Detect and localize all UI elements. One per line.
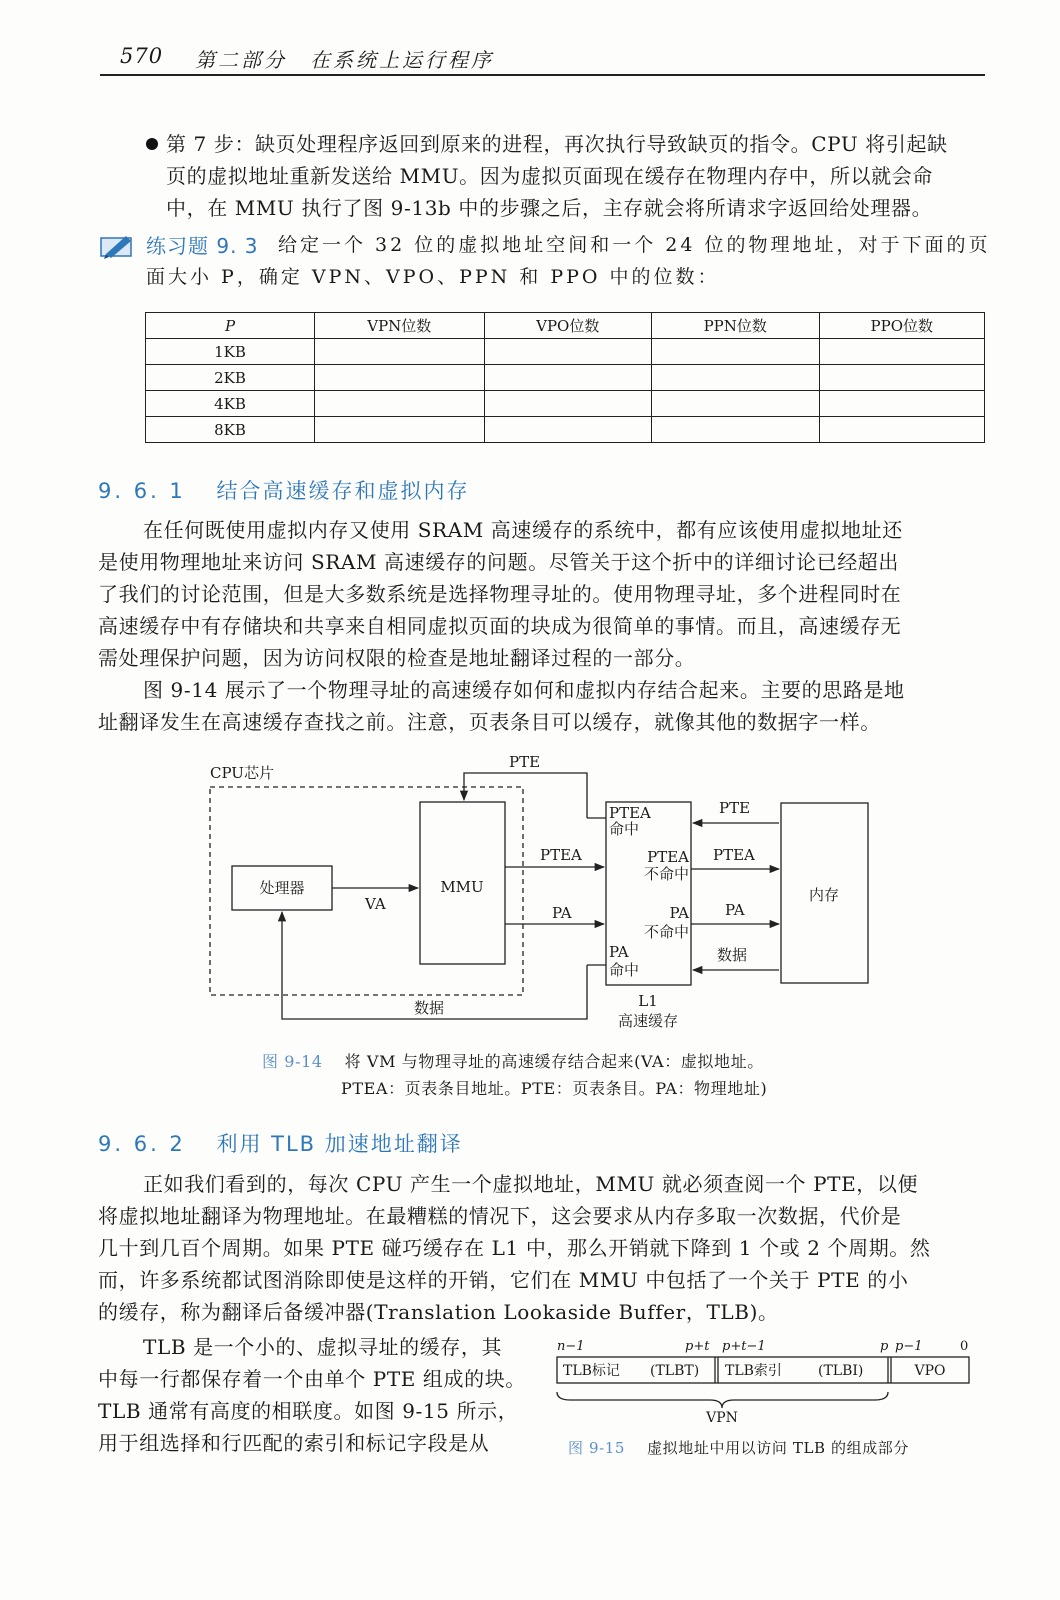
processor-label: 处理器	[259, 879, 305, 897]
running-header: 第二部分 在系统上运行程序	[195, 48, 494, 72]
column-header: PPO位数	[819, 313, 984, 339]
body-line: TLB 是一个小的、虚拟寻址的缓存，其	[143, 1335, 503, 1359]
bit-label: 0	[960, 1339, 969, 1354]
pte-top-label: PTE	[509, 753, 541, 771]
page-number: 570	[120, 44, 164, 68]
body-line: 正如我们看到的，每次 CPU 产生一个虚拟地址，MMU 就必须查阅一个 PTE，以便	[143, 1172, 919, 1196]
body-line: 几十到几百个周期。如果 PTE 碰巧缓存在 L1 中，那么开销就下降到 1 个或 2 个周期。然	[98, 1236, 931, 1260]
bit-label: p−1	[895, 1339, 923, 1354]
table-cell: 2KB	[146, 365, 315, 391]
pte-right-label: PTE	[719, 799, 751, 817]
vpn-brace	[557, 1392, 888, 1408]
section-number: 9. 6. 1	[98, 479, 186, 503]
body-line: 中每一行都保存着一个由单个 PTE 组成的块。	[98, 1367, 526, 1391]
vpn-label: VPN	[706, 1410, 738, 1426]
bit-label: n−1	[557, 1339, 585, 1354]
mmu-label: MMU	[440, 878, 484, 896]
pa-miss-label: PA	[669, 904, 689, 922]
caption-text: 虚拟地址中用以访问 TLB 的组成部分	[647, 1439, 910, 1457]
column-header: VPN位数	[315, 313, 485, 339]
figure-9-15-caption	[568, 1437, 909, 1458]
section-962-body	[98, 1168, 978, 1328]
column-header: P	[146, 313, 315, 339]
figure-9-14-caption	[262, 1049, 764, 1072]
pa-hit-label: PA	[609, 943, 629, 961]
cpu-chip-label: CPU芯片	[210, 764, 274, 782]
tlb-index-field: (TLBI)	[818, 1363, 864, 1379]
memory-label: 内存	[808, 886, 840, 904]
step7-line: 第 7 步：缺页处理程序返回到原来的进程，再次执行导致缺页的指令。CPU 将引起缺	[166, 132, 948, 156]
data-label: 数据	[414, 999, 445, 1017]
ptea-miss-label: PTEA	[647, 848, 689, 866]
body-line: TLB 通常有高度的相联度。如图 9-15 所示，	[98, 1399, 519, 1423]
body-line: 图 9-14 展示了一个物理寻址的高速缓存如何和虚拟内存结合起来。主要的思路是地	[143, 678, 905, 702]
step7-line: 中，在 MMU 执行了图 9-13b 中的步骤之后，主存就会将所请求字返回给处理器。	[166, 196, 933, 220]
section-title: 利用 TLB 加速地址翻译	[216, 1132, 463, 1156]
body-line: 需处理保护问题，因为访问权限的检查是地址翻译过程的一部分。	[98, 646, 696, 670]
pte-return-arrow	[464, 773, 587, 818]
pa-label: PA	[552, 904, 572, 922]
column-header: VPO位数	[484, 313, 651, 339]
tlb-index-field: TLB索引	[725, 1363, 782, 1379]
ptea-hit-label: 命中	[609, 820, 640, 838]
table-cell: 8KB	[146, 417, 315, 443]
pa-miss-label: 不命中	[643, 923, 689, 941]
body-line: 用于组选择和行匹配的索引和标记字段是从	[98, 1431, 490, 1455]
table-cell: 1KB	[146, 339, 315, 365]
tlb-tag-field: TLB标记	[563, 1363, 620, 1379]
exercise-text-line: 面大小 P，确定 VPN、VPO、PPN 和 PPO 中的位数：	[146, 266, 720, 288]
caption-text: PTEA：页表条目地址。PTE：页表条目。PA：物理地址)	[341, 1079, 768, 1098]
caption-tag: 图 9-14	[262, 1052, 323, 1071]
section-number: 9. 6. 2	[98, 1132, 186, 1156]
l1-label: L1	[638, 992, 658, 1010]
pa-hit-label: 命中	[609, 961, 640, 979]
caption-text: 将 VM 与物理寻址的高速缓存结合起来(VA：虚拟地址。	[344, 1052, 764, 1071]
tlb-tag-field: (TLBT)	[650, 1363, 700, 1379]
body-line: 了我们的讨论范围，但是大多数系统是选择物理寻址的。使用物理寻址，多个进程同时在	[98, 582, 902, 606]
table-cell: 4KB	[146, 391, 315, 417]
bit-label: p+t	[685, 1339, 710, 1354]
data-right-label: 数据	[717, 946, 748, 964]
vpo-field: VPO	[914, 1363, 946, 1379]
body-line: 而，许多系统都试图消除即使是这样的开销，它们在 MMU 中包括了一个关于 PTE 的小	[98, 1268, 909, 1292]
caption-tag: 图 9-15	[568, 1439, 626, 1457]
column-header: PPN位数	[651, 313, 819, 339]
section-heading-962	[98, 1128, 463, 1158]
body-line: 在任何既使用虚拟内存又使用 SRAM 高速缓存的系统中，都有应该使用虚拟地址还	[143, 518, 903, 542]
ptea-hit-label: PTEA	[609, 804, 651, 822]
bit-label: p+t−1	[722, 1339, 766, 1354]
va-label: VA	[365, 895, 386, 913]
body-line: 将虚拟地址翻译为物理地址。在最糟糕的情况下，这会要求从内存多取一次数据，代价是	[98, 1204, 902, 1228]
l1-label: 高速缓存	[617, 1012, 679, 1030]
section-962-body-2	[98, 1331, 538, 1459]
exercise-text-line: 给定一个 32 位的虚拟地址空间和一个 24 位的物理地址，对于下面的页	[278, 234, 991, 256]
bit-label: p	[880, 1339, 889, 1354]
body-line: 高速缓存中有存储块和共享来自相同虚拟页面的块成为很简单的事情。而且，高速缓存无	[98, 614, 902, 638]
section-title: 结合高速缓存和虚拟内存	[216, 479, 470, 503]
body-line: 的缓存，称为翻译后备缓冲器(Translation Lookaside Buffer，TLB)。	[98, 1300, 779, 1324]
step7-line: 页的虚拟地址重新发送给 MMU。因为虚拟页面现在缓存在物理内存中，所以就会命	[166, 164, 933, 188]
body-line: 址翻译发生在高速缓存查找之前。注意，页表条目可以缓存，就像其他的数据字一样。	[98, 710, 881, 734]
pa-right-label: PA	[725, 901, 745, 919]
ptea-label: PTEA	[540, 846, 582, 864]
ptea-right-label: PTEA	[713, 846, 755, 864]
ptea-miss-label: 不命中	[643, 865, 689, 883]
body-line: 是使用物理地址来访问 SRAM 高速缓存的问题。尽管关于这个折中的详细讨论已经超出	[98, 550, 899, 574]
exercise-title: 练习题 9. 3	[146, 234, 259, 258]
